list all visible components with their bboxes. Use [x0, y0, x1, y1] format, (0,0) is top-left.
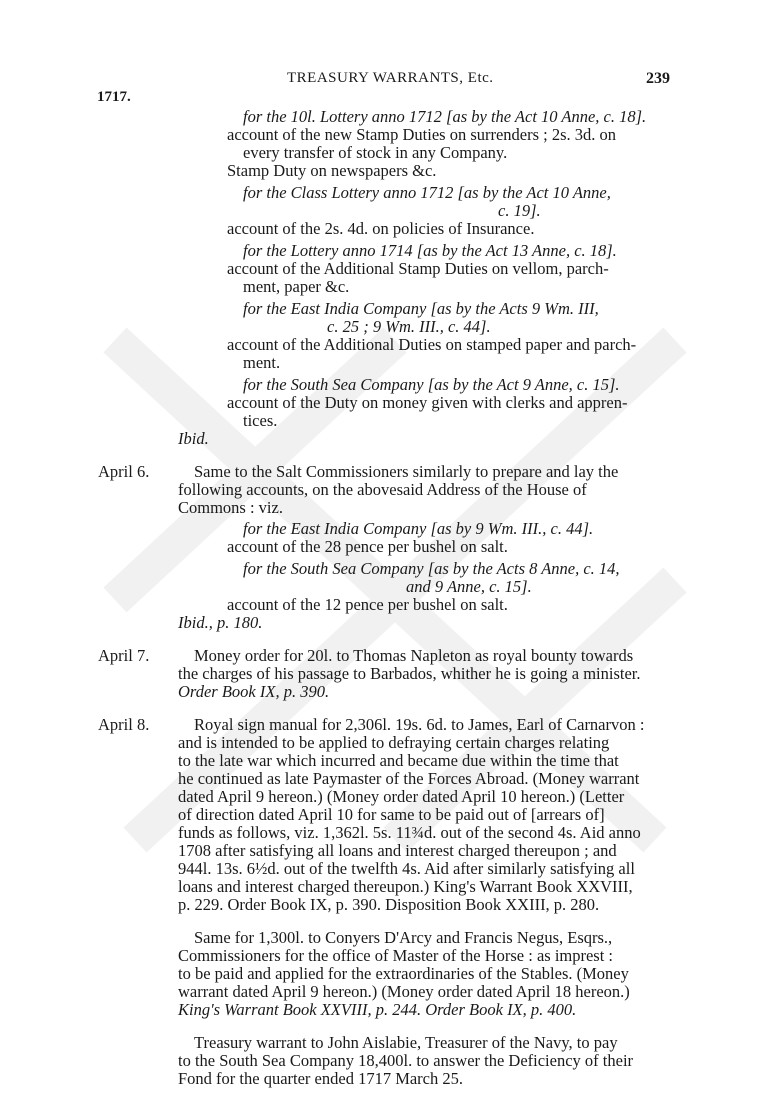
running-header: TREASURY WARRANTS, Etc.	[287, 70, 494, 86]
margin-date: April 6.	[98, 462, 150, 481]
text-line: Treasury warrant to John Aislabie, Treasurer of the Navy, to pay	[194, 1033, 618, 1052]
text-line: Royal sign manual for 2,306l. 19s. 6d. to James, Earl of Carnarvon :	[194, 715, 645, 734]
text-line: Same to the Salt Commissioners similarly to prepare and lay the	[194, 462, 619, 481]
year-label: 1717.	[97, 89, 131, 105]
text-line: Commons : viz.	[178, 498, 283, 517]
text-line: of direction dated April 10 for same to be paid out of [arrears of]	[178, 805, 605, 824]
text-line: Fond for the quarter ended 1717 March 25.	[178, 1069, 464, 1088]
text-line: for the South Sea Company [as by the Acts 8 Anne, c. 14,	[243, 559, 620, 578]
text-line: tices.	[243, 411, 278, 430]
text-line: c. 19].	[498, 201, 541, 220]
text-line: and is intended to be applied to defraying certain charges relating	[178, 733, 610, 752]
text-line: Order Book IX, p. 390.	[178, 682, 330, 701]
text-line: to the South Sea Company 18,400l. to answer the Deficiency of their	[178, 1051, 634, 1070]
text-line: Ibid.	[178, 429, 209, 448]
text-line: p. 229. Order Book IX, p. 390. Disposition Book XXIII, p. 280.	[178, 895, 600, 914]
text-line: King's Warrant Book XXVIII, p. 244. Order Book IX, p. 400.	[178, 1000, 577, 1019]
text-line: for the South Sea Company [as by the Act 9 Anne, c. 15].	[243, 375, 620, 394]
text-line: c. 25 ; 9 Wm. III., c. 44].	[327, 317, 491, 336]
text-line: loans and interest charged thereupon.) King's Warrant Book XXVIII,	[178, 877, 633, 896]
text-line: ment.	[243, 353, 281, 372]
text-line: account of the Additional Duties on stamped paper and parch-	[227, 335, 637, 354]
text-line: for the Class Lottery anno 1712 [as by the Act 10 Anne,	[243, 183, 611, 202]
text-line: account of the 12 pence per bushel on salt.	[227, 595, 508, 614]
page-number: 239	[646, 70, 670, 87]
text-line: for the East India Company [as by 9 Wm. III., c. 44].	[243, 519, 594, 538]
text-line: Commissioners for the office of Master of the Horse : as imprest :	[178, 946, 614, 965]
text-line: for the East India Company [as by the Acts 9 Wm. III,	[243, 299, 599, 318]
text-line: account of the Additional Stamp Duties on vellom, parch-	[227, 259, 609, 278]
text-line: account of the new Stamp Duties on surrenders ; 2s. 3d. on	[227, 125, 617, 144]
text-line: Ibid., p. 180.	[178, 613, 263, 632]
text-line: funds as follows, viz. 1,362l. 5s. 11¾d. out of the second 4s. Aid anno	[178, 823, 641, 842]
text-line: following accounts, on the abovesaid Address of the House of	[178, 480, 587, 499]
text-line: ment, paper &c.	[243, 277, 350, 296]
text-line: dated April 9 hereon.) (Money order dated April 10 hereon.) (Letter	[178, 787, 625, 806]
text-line: to be paid and applied for the extraordinaries of the Stables. (Money	[178, 964, 629, 983]
text-line: he continued as late Paymaster of the Forces Abroad. (Money warrant	[178, 769, 640, 788]
text-line: warrant dated April 9 hereon.) (Money order dated April 18 hereon.)	[178, 982, 630, 1001]
text-line: account of the Duty on money given with clerks and appren-	[227, 393, 628, 412]
text-line: Stamp Duty on newspapers &c.	[227, 161, 437, 180]
text-line: for the Lottery anno 1714 [as by the Act 13 Anne, c. 18].	[243, 241, 617, 260]
text-line: 944l. 13s. 6½d. out of the twelfth 4s. Aid after similarly satisfying all	[178, 859, 635, 878]
text-line: 1708 after satisfying all loans and interest charged thereupon ; and	[178, 841, 617, 860]
text-line: every transfer of stock in any Company.	[243, 143, 508, 162]
margin-date: April 8.	[98, 715, 150, 734]
text-line: and 9 Anne, c. 15].	[406, 577, 532, 596]
text-line: account of the 2s. 4d. on policies of Insurance.	[227, 219, 535, 238]
text-line: to the late war which incurred and became due within the time that	[178, 751, 619, 770]
text-line: Money order for 20l. to Thomas Napleton as royal bounty towards	[194, 646, 634, 665]
text-line: account of the 28 pence per bushel on salt.	[227, 537, 508, 556]
text-line: for the 10l. Lottery anno 1712 [as by the Act 10 Anne, c. 18].	[243, 107, 647, 126]
margin-date: April 7.	[98, 646, 150, 665]
text-line: Same for 1,300l. to Conyers D'Arcy and Francis Negus, Esqrs.,	[194, 928, 613, 947]
text-line: the charges of his passage to Barbados, whither he is going a minister.	[178, 664, 641, 683]
